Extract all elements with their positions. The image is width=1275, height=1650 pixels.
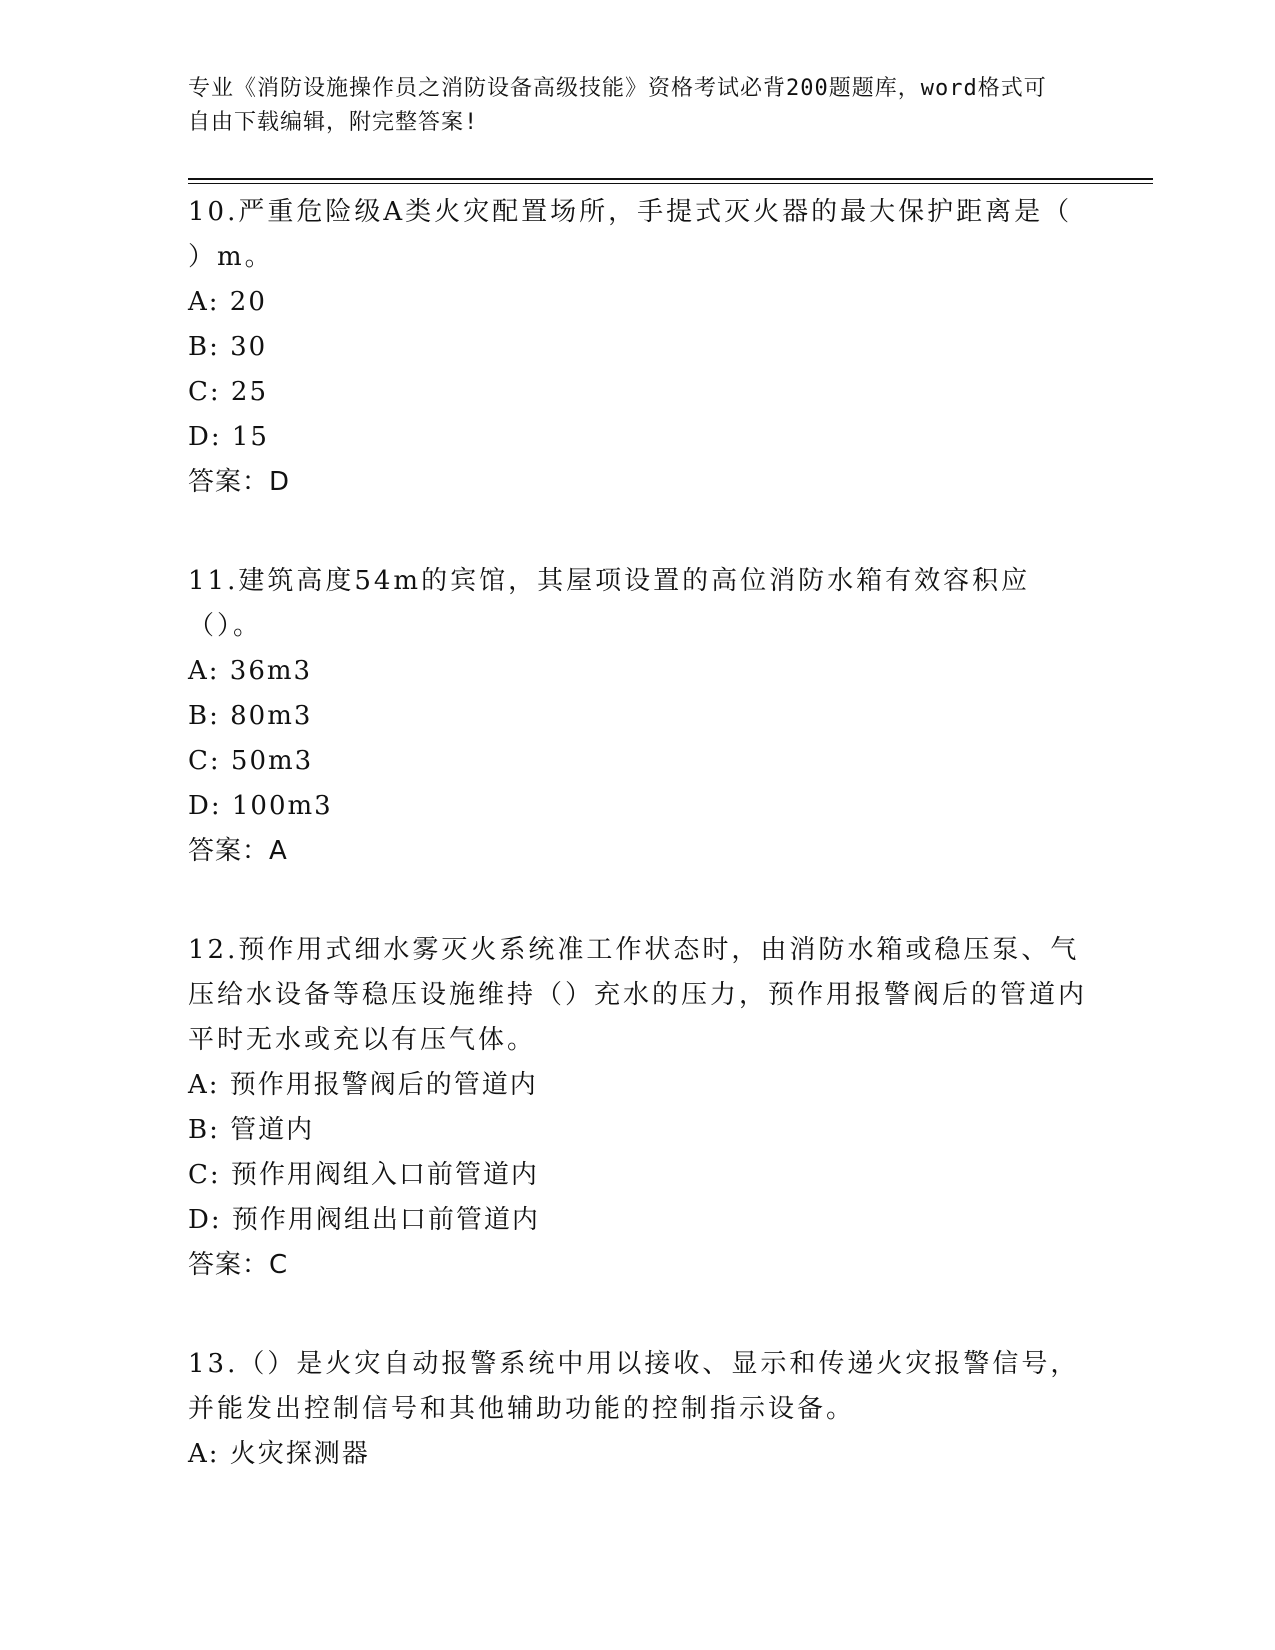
option-a: A: 火灾探测器 — [188, 1439, 370, 1469]
document-intro: 专业《消防设施操作员之消防设备高级技能》资格考试必背200题题库，word格式可自由下载编辑，附完整答案! — [188, 76, 1047, 135]
question-12 — [188, 928, 1088, 1288]
option-a: A: 20 — [188, 287, 267, 317]
header-divider-thick — [188, 178, 1153, 180]
option-a: A: 36m3 — [188, 656, 313, 686]
question-stem: 12.预作用式细水雾灭火系统准工作状态时，由消防水箱或稳压泵、气压给水设备等稳压设施维持（）充水的压力，预作用报警阀后的管道内平时无水或充以有压气体。 — [188, 935, 1088, 1055]
option-b: B: 30 — [188, 332, 268, 362]
option-d: D: 100m3 — [188, 791, 333, 821]
question-11 — [188, 559, 1088, 874]
option-c: C: 25 — [188, 377, 269, 407]
question-stem: 13.（）是火灾自动报警系统中用以接收、显示和传递火灾报警信号，并能发出控制信号和其他辅助功能的控制指示设备。 — [188, 1349, 1080, 1424]
question-stem: 11.建筑高度54m的宾馆，其屋项设置的高位消防水箱有效容积应（）。 — [188, 566, 1031, 641]
option-c: C: 50m3 — [188, 746, 314, 776]
answer-line: 答案：D — [188, 467, 291, 497]
question-stem: 10.严重危险级A类火灾配置场所，手提式灭火器的最大保护距离是（ ）m。 — [188, 197, 1073, 272]
option-d: D: 预作用阀组出口前管道内 — [188, 1205, 540, 1235]
option-d: D: 15 — [188, 422, 269, 452]
answer-line: 答案：C — [188, 1250, 289, 1280]
question-13 — [188, 1342, 1088, 1477]
option-a: A: 预作用报警阀后的管道内 — [188, 1070, 538, 1100]
option-b: B: 管道内 — [188, 1115, 315, 1145]
header-divider-thin — [188, 183, 1153, 184]
answer-line: 答案：A — [188, 836, 288, 866]
option-c: C: 预作用阀组入口前管道内 — [188, 1160, 539, 1190]
option-b: B: 80m3 — [188, 701, 313, 731]
question-10 — [188, 190, 1088, 505]
question-list — [188, 190, 1088, 1531]
